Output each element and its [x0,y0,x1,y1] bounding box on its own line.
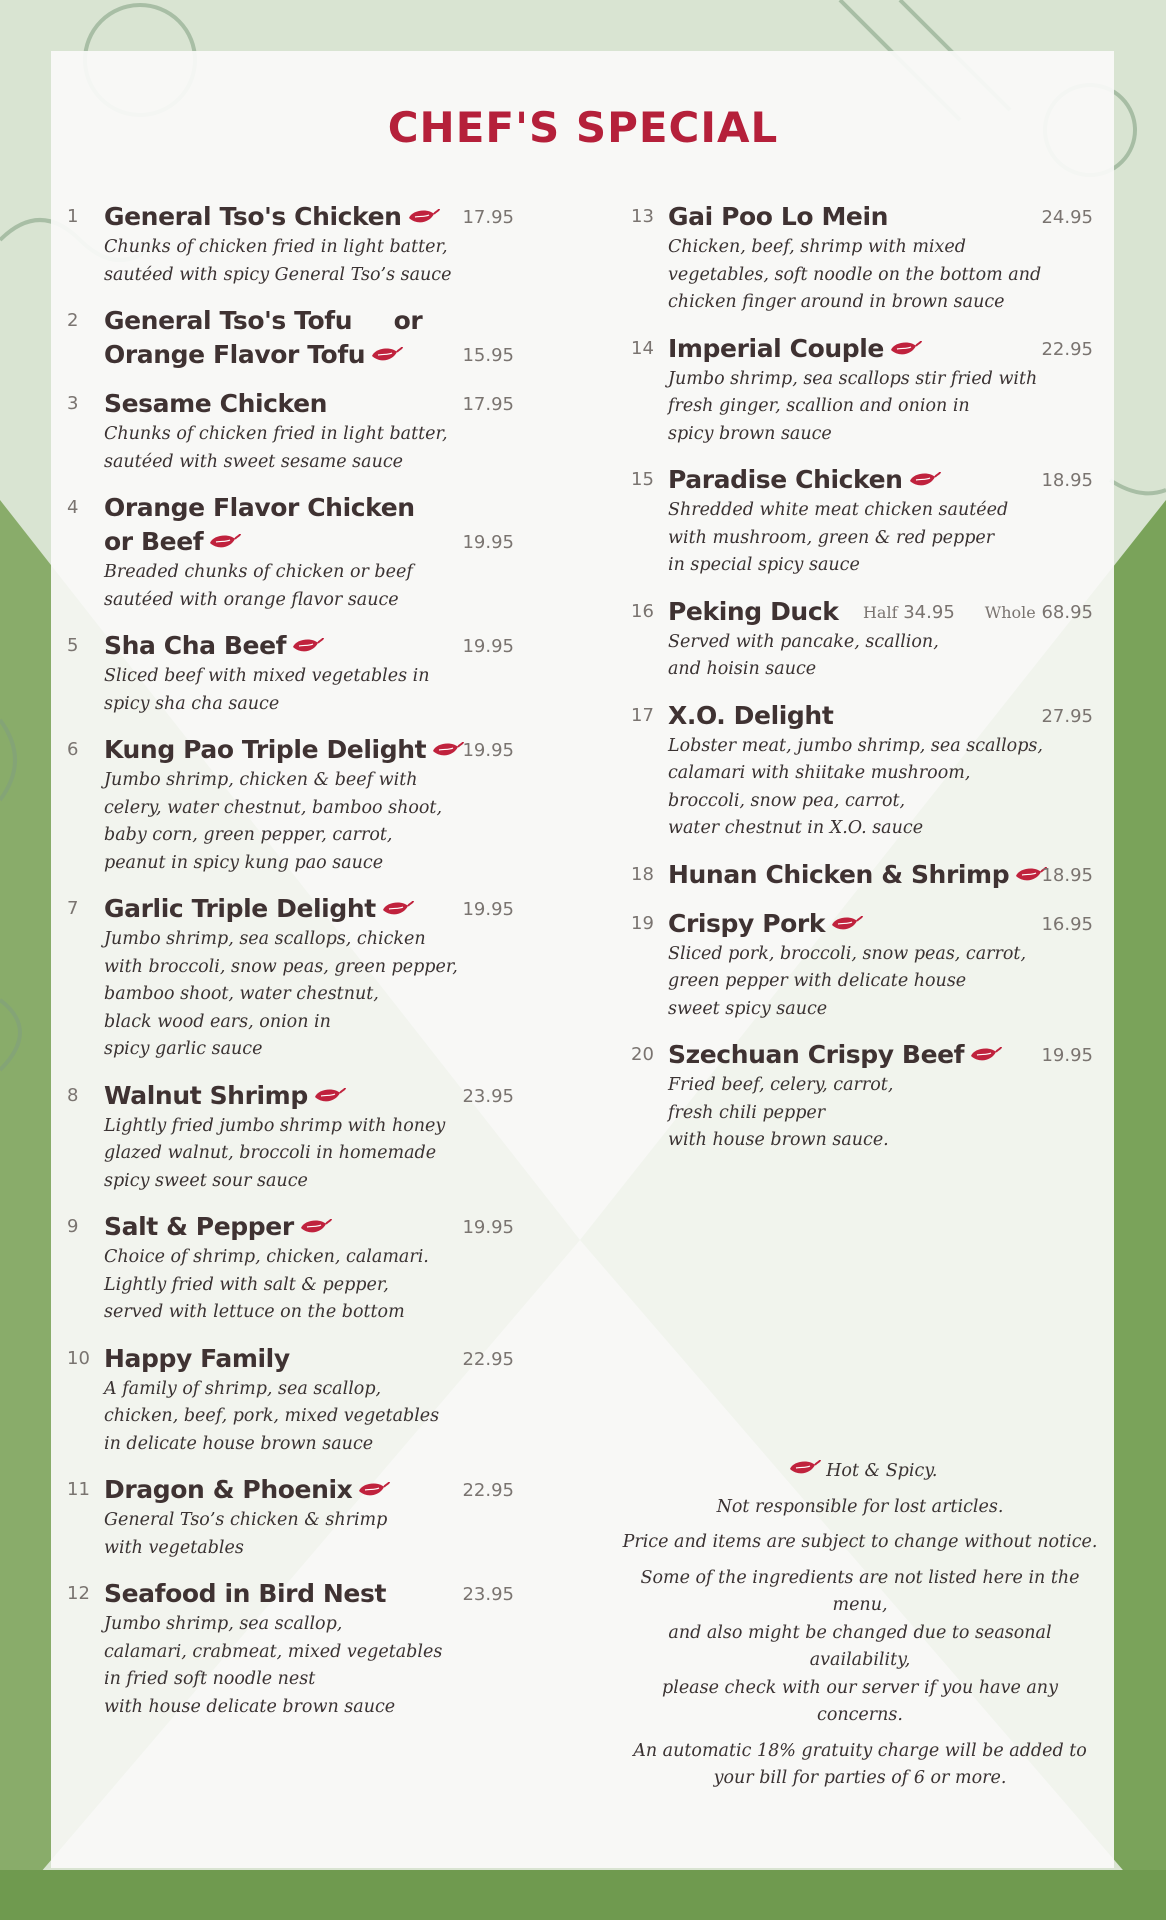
item-description: Chicken, beef, shrimp with mixed vegetables, soft noodle on the bottom and chicken finger around in brown sauce [668,237,1042,312]
item-number: 5 [67,635,79,656]
item-name-text: Sha Cha Beef [104,631,287,660]
chili-pepper-icon [406,208,440,228]
menu-item [628,1038,1093,1155]
item-description: Sliced beef with mixed vegetables in spicy sha cha sauce [104,666,430,714]
item-price: 19.95 [462,899,514,920]
item-name [668,463,1093,497]
item-description: Chunks of chicken fried in light batter, sautéed with sweet sesame sauce [104,424,448,472]
item-description: A family of shrimp, sea scallop, chicken, beef, pork, mixed vegetables in delicate house brown sauce [104,1378,440,1454]
chili-pepper-icon [380,900,414,920]
item-number: 20 [631,1044,654,1065]
item-description: Served with pancake, scallion, and hoisin sauce [668,631,939,679]
item-number: 1 [67,206,79,227]
item-name-text: Dragon & Phoenix [104,1475,353,1504]
item-price: 19.95 [462,740,514,761]
note-line: Some of the ingredients are not listed here in the menu, and also might be changed due to seasonal availability, please check with our server if you have any concerns. [640,1567,1080,1725]
item-name [104,892,514,926]
item-name-text: Orange Flavor Chicken or Beef [104,493,415,556]
item-number: 8 [67,1084,79,1106]
menu-item [64,892,514,1064]
menu-item [628,907,1093,1024]
item-description: Jumbo shrimp, sea scallops stir fried with fresh ginger, scallion and onion in spicy brown sauce [668,368,1038,444]
menu-item [628,200,1093,317]
item-price: 22.95 [462,1480,514,1501]
item-name-text: Kung Pao Triple Delight [104,735,427,764]
menu-item [628,858,1093,892]
item-description: Sliced pork, broccoli, snow peas, carrot, green pepper with delicate house sweet spicy sauce [668,943,1027,1019]
note-line: An automatic 18% gratuity charge will be added to your bill for parties of 6 or more. [633,1740,1087,1788]
item-name-text: Crispy Pork [668,908,826,938]
item-name [104,1342,514,1376]
item-name [668,858,1093,892]
item-description: Jumbo shrimp, sea scallops, chicken with broccoli, snow peas, green pepper, bamboo shoot, water chestnut, black wood ears, onion in spicy garlic sauce [104,929,458,1059]
item-price: 19.95 [462,636,514,657]
note-line: Not responsible for lost articles. [716,1496,1004,1517]
item-price: 19.95 [1041,1045,1093,1066]
item-price: 19.95 [462,532,514,553]
item-price: 17.95 [462,207,514,228]
chili-pepper-icon [369,346,403,366]
item-number: 6 [67,739,79,760]
item-name-text: Happy Family [104,1343,290,1373]
item-number: 17 [631,704,654,726]
item-name-text: Gai Poo Lo Mein [668,202,889,231]
menu-item [64,1473,514,1562]
item-price: 18.95 [1041,470,1093,491]
item-name [668,907,1093,941]
chili-pepper-icon [888,340,922,360]
item-name-text: General Tso's Tofu or Orange Flavor Tofu [104,306,423,369]
menu-item [64,1079,514,1196]
item-number: 12 [67,1583,90,1604]
item-price: 23.95 [462,1085,514,1107]
half-label: Half [862,602,898,622]
item-name-text: Szechuan Crispy Beef [668,1040,965,1069]
item-name-text: General Tso's Chicken [104,202,402,231]
item-description: Lightly fried jumbo shrimp with honey glazed walnut, broccoli in homemade spicy sweet sour sauce [104,1115,446,1191]
item-name-text: Sesame Chicken [104,389,328,418]
item-description: Choice of shrimp, chicken, calamari. Lightly fried with salt & pepper, served with lettuce on the bottom [104,1247,429,1322]
item-name [104,1473,514,1507]
item-description: Jumbo shrimp, sea scallop, calamari, crabmeat, mixed vegetables in fried soft noodle nest with house delicate brown sauce [104,1614,443,1717]
item-price: 22.95 [1041,338,1093,360]
menu-item [64,304,514,372]
item-description: Shredded white meat chicken sautéed with mushroom, green & red pepper in special spicy sauce [668,500,1009,575]
item-number: 16 [631,600,654,622]
menu-item [628,332,1093,449]
item-description: Chunks of chicken fried in light batter, sautéed with spicy General Tso’s sauce [104,237,452,285]
item-number: 13 [631,206,654,227]
item-name-text: Imperial Couple [668,333,884,363]
item-description: Lobster meat, jumbo shrimp, sea scallops, calamari with shiitake mushroom, broccoli, snow pea, carrot, water chestnut in X.O. sauce [668,735,1043,838]
chili-pepper-icon [829,915,863,935]
item-price: 22.95 [462,1348,514,1370]
menu-item [64,200,514,289]
item-description: Breaded chunks of chicken or beef sautéed with orange flavor sauce [104,562,413,610]
item-description: Fried beef, celery, carrot, fresh chili pepper with house brown sauce. [668,1075,894,1150]
item-number: 2 [67,310,79,331]
item-name-text: Salt & Pepper [104,1212,294,1241]
item-name [668,1038,1093,1072]
item-name-text: Peking Duck [668,596,839,626]
menu-item [64,387,514,476]
item-name [104,629,514,663]
menu-item [64,629,514,718]
item-price: 24.95 [1041,207,1093,228]
item-number: 9 [67,1216,79,1237]
item-price: 19.95 [462,1217,514,1238]
item-name [668,200,1093,234]
item-description: General Tso’s chicken & shrimp with vegetables [104,1510,388,1558]
item-name [668,699,1093,733]
half-whole-prices [863,602,1093,623]
item-number: 7 [67,898,79,919]
item-name-text: Garlic Triple Delight [104,894,376,923]
chili-pepper-icon [968,1046,1002,1066]
spicy-legend [620,1458,1100,1486]
whole-label: Whole [984,602,1036,622]
page-title: CHEF'S SPECIAL [387,103,779,152]
item-name [104,304,514,372]
item-number: 19 [631,912,654,934]
item-name-text: Hunan Chicken & Shrimp [668,859,1010,889]
item-name [104,200,514,234]
item-name-text: X.O. Delight [668,700,834,730]
item-number: 3 [67,393,79,414]
item-description: Jumbo shrimp, chicken & beef with celery, water chestnut, bamboo shoot, baby corn, green pepper, carrot, peanut in spicy kung pao sauce [104,770,443,873]
item-name [104,733,514,767]
menu-item [64,733,514,877]
chili-pepper-icon [907,471,941,491]
item-name-text: Paradise Chicken [668,465,903,494]
item-price: 23.95 [462,1584,514,1605]
right-menu-column [628,200,1093,1170]
item-name-text: Seafood in Bird Nest [104,1579,386,1608]
menu-item [64,1577,514,1721]
item-name [104,387,514,421]
chili-pepper-icon [298,1218,332,1238]
item-price: 15.95 [462,345,514,366]
item-number: 18 [631,863,654,885]
item-price: 16.95 [1041,913,1093,935]
item-name [668,332,1093,366]
menu-item [64,1210,514,1327]
note-line: Price and items are subject to change without notice. [622,1532,1098,1552]
item-number: 4 [67,497,79,518]
menu-item [628,595,1093,684]
item-price: 18.95 [1041,864,1093,886]
menu-item [628,463,1093,580]
left-menu-column [64,200,514,1736]
chili-pepper-icon [312,1087,346,1107]
item-name-text: Walnut Shrimp [104,1080,308,1110]
whole-price: 68.95 [1041,601,1093,623]
chili-pepper-icon [290,637,324,657]
chili-pepper-icon [430,741,464,761]
item-number: 14 [631,337,654,359]
item-number: 15 [631,469,654,490]
item-number: 11 [67,1479,90,1500]
spicy-legend-text: Hot & Spicy. [826,1461,938,1481]
menu-item [628,699,1093,843]
item-name [104,491,514,559]
item-price: 17.95 [462,394,514,415]
item-number: 10 [67,1347,90,1369]
menu-notes [620,1458,1100,1801]
menu-item [64,491,514,614]
half-price: 34.95 [903,601,955,623]
item-price: 27.95 [1041,705,1093,727]
item-name [104,1210,514,1244]
item-name [104,1079,514,1113]
chili-pepper-icon [356,1481,390,1501]
chili-pepper-icon [787,1459,821,1479]
chili-pepper-icon [207,533,241,553]
menu-item [64,1342,514,1459]
item-name [104,1577,514,1611]
